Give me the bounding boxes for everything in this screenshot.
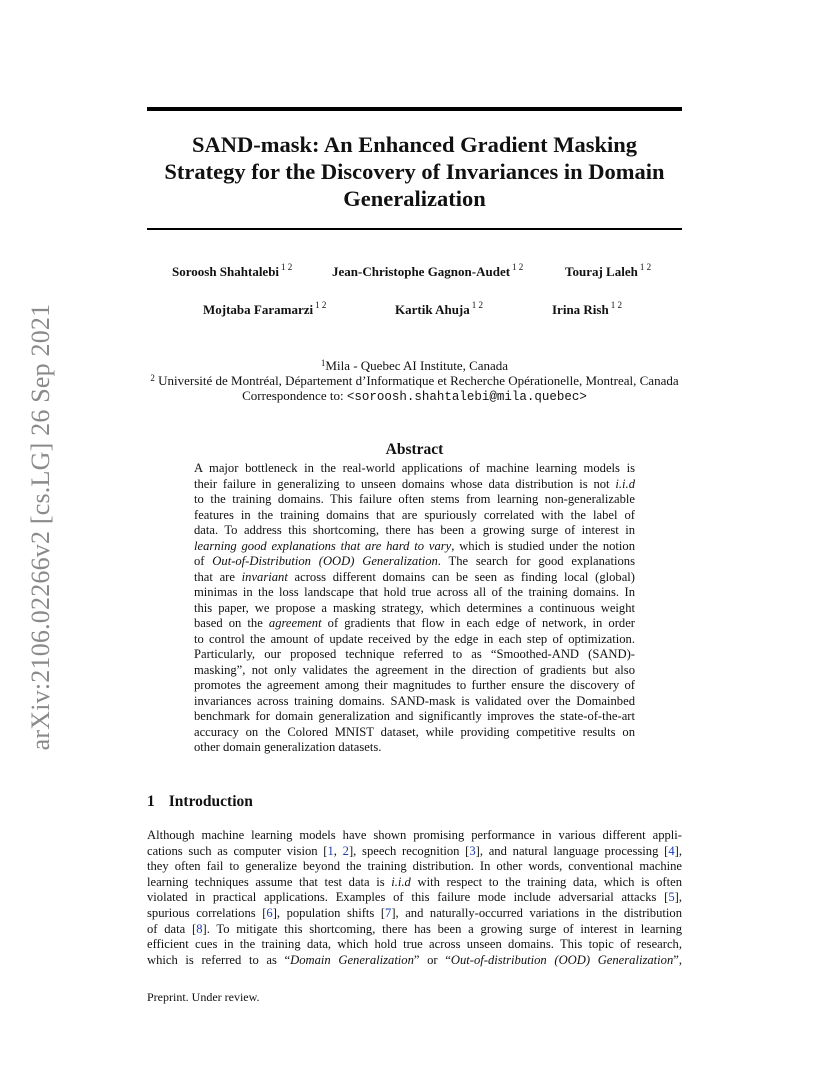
- citation-link[interactable]: 4: [668, 843, 675, 858]
- author-soroosh-shahtalebi: [172, 264, 292, 280]
- author-name: Mojtaba Faramarzi: [203, 302, 314, 317]
- abstract-line: Particularly, our proposed technique referred to as “Smoothed-AND (SAND)-: [194, 647, 635, 661]
- intro-line: which is referred to as “Domain Generalization” or “Out-of-distribution (OOD) Generalization”,: [147, 952, 682, 967]
- citation-link[interactable]: 1: [327, 843, 334, 858]
- abstract-line: promotes the agreement among their magnitudes to further ensure the discovery of: [194, 678, 635, 692]
- citation-link[interactable]: 5: [668, 890, 675, 905]
- title-line: Strategy for the Discovery of Invariances in Domain: [164, 159, 665, 184]
- title-bottom-rule: [147, 228, 682, 230]
- title-line: Generalization: [343, 186, 486, 211]
- section-number: 1: [147, 793, 155, 810]
- author-affiliation-marks: 1 2: [471, 300, 484, 310]
- abstract-line: learning good explanations that are hard to vary, which is studied under the notion: [194, 538, 636, 553]
- abstract-line: masking”, not only validates the agreement in the direction of gradients but also: [194, 662, 635, 677]
- abstract-line: features in the training domains that are spuriously correlated with the label of: [194, 507, 635, 522]
- correspondence-label: Correspondence to:: [242, 388, 344, 403]
- correspondence-email-link[interactable]: <soroosh.shahtalebi@mila.quebec>: [346, 390, 587, 404]
- abstract-heading: Abstract: [385, 441, 444, 458]
- affiliation-mark: 1: [320, 358, 326, 368]
- abstract-line: accuracy on the Colored MNIST dataset, while providing competitive results on: [194, 724, 635, 739]
- arxiv-identifier-stamp[interactable]: arXiv:2106.02266v2 [cs.LG] 26 Sep 2021: [26, 303, 55, 751]
- abstract-line: this paper, we propose a masking strategy, which determines a continuous weight: [194, 600, 635, 615]
- abstract-line: other domain generalization datasets.: [194, 740, 382, 754]
- affiliation-text: Mila - Quebec AI Institute, Canada: [325, 358, 509, 373]
- intro-line: Although machine learning models have shown promising performance in various different appli-: [147, 828, 682, 842]
- title-top-rule: [147, 107, 682, 111]
- affiliation-text: Université de Montréal, Département d’Informatique et Recherche Opérationelle, Montreal, Canada: [158, 373, 679, 388]
- citation-link[interactable]: 2: [342, 843, 349, 858]
- intro-line: learning techniques assume that test data is i.i.d with respect to the training data, which is often: [147, 874, 682, 889]
- citation-link[interactable]: 8: [196, 921, 203, 936]
- affiliation-udem: [147, 373, 682, 388]
- abstract-line: minimas in the loss landscape that hold true across all of the training domains. In: [194, 585, 635, 599]
- author-affiliation-marks: 1 2: [281, 262, 293, 272]
- intro-line: cations such as computer vision [1, 2], speech recognition [3], and natural language processing [4],: [147, 843, 682, 858]
- abstract-line: to control the amount of update received by the edge in each step of optimization.: [194, 631, 635, 646]
- author-affiliation-marks: 1 2: [610, 300, 622, 310]
- author-name: Touraj Laleh: [565, 264, 638, 279]
- author-name: Kartik Ahuja: [395, 302, 470, 317]
- author-affiliation-marks: 1 2: [315, 300, 327, 310]
- abstract-line: based on the agreement of gradients that flow in each edge of network, in order: [194, 616, 635, 630]
- abstract-line: A major bottleneck in the real-world applications of machine learning models is: [194, 461, 635, 475]
- author-affiliation-marks: 1 2: [639, 262, 652, 272]
- section-heading-introduction: [147, 793, 253, 811]
- intro-line: they often fail to generalize beyond the training distribution. In other words, conventional machine: [147, 859, 682, 874]
- abstract-line: invariances across training domains. SAND-mask is validated over the Domainbed: [194, 693, 635, 708]
- citation-link[interactable]: 6: [266, 905, 273, 920]
- section-title: Introduction: [168, 793, 253, 810]
- author-jean-christophe-gagnon-audet: [332, 264, 523, 280]
- author-mojtaba-faramarzi: [203, 302, 326, 318]
- author-name: Jean-Christophe Gagnon-Audet: [332, 264, 511, 279]
- author-kartik-ahuja: [395, 302, 483, 318]
- abstract-line: data. To address this shortcoming, there has been a growing surge of interest in: [194, 523, 635, 537]
- title-line: SAND-mask: An Enhanced Gradient Masking: [191, 132, 638, 157]
- abstract-line: their failure in generalizing to unseen domains whose data distribution is not i.i.d: [194, 476, 635, 491]
- author-touraj-laleh: [565, 264, 651, 280]
- intro-line: of data [8]. To mitigate this shortcoming, there has been a growing surge of interest in learning: [147, 921, 682, 936]
- citation-link[interactable]: 7: [385, 905, 392, 920]
- author-name: Irina Rish: [552, 302, 609, 317]
- abstract-line: of Out-of-Distribution (OOD) Generalization. The search for good explanations: [194, 554, 635, 568]
- author-irina-rish: [552, 302, 622, 318]
- intro-line: violated in practical applications. Examples of this failure mode include adversarial attacks [5],: [147, 890, 682, 905]
- introduction-text: [147, 828, 682, 968]
- author-affiliation-marks: 1 2: [512, 262, 524, 272]
- affiliation-mila: [147, 358, 682, 373]
- abstract-line: benchmark for domain generalization and significantly improves the state-of-the-art: [194, 709, 635, 723]
- intro-line: efficient cues in the training data, which hold true across unseen domains. This topic of research,: [147, 937, 682, 952]
- author-name: Soroosh Shahtalebi: [172, 264, 280, 279]
- footer-note: Preprint. Under review.: [147, 990, 260, 1004]
- intro-line: spurious correlations [6], population shifts [7], and naturally-occurred variations in the distribution: [147, 905, 682, 920]
- paper-title: [147, 131, 682, 212]
- affiliation-mark: 2: [150, 373, 155, 383]
- correspondence-line: [147, 388, 682, 405]
- citation-link[interactable]: 3: [469, 843, 476, 858]
- abstract-text: [194, 461, 635, 756]
- abstract-line: that are invariant across different domains can be seen as finding local (global): [194, 569, 635, 584]
- abstract-line: to the training domains. This failure often stems from learning non-generalizable: [194, 492, 635, 506]
